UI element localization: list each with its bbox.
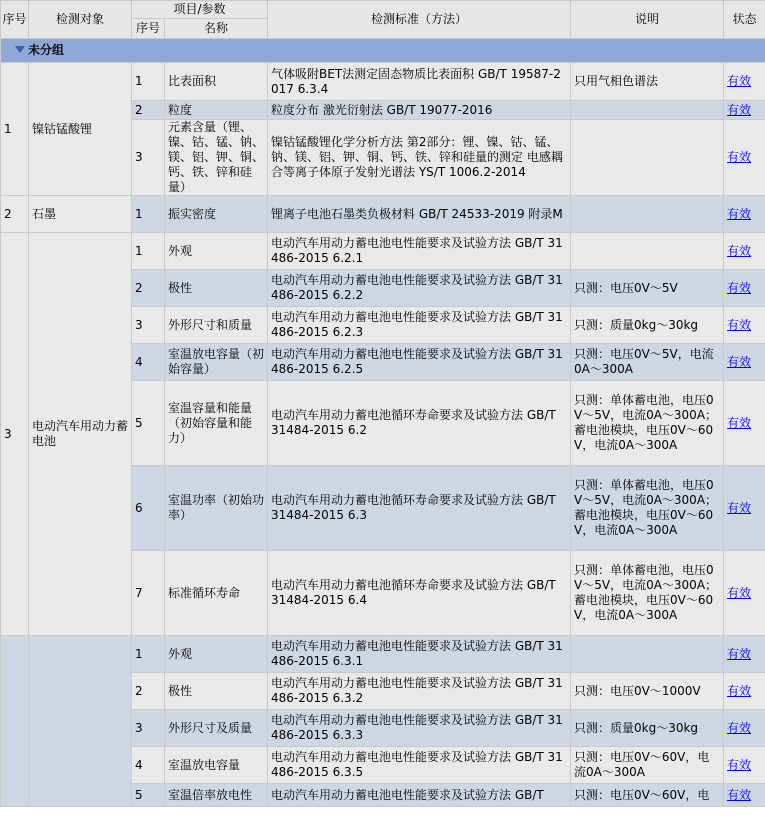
item-status-cell [724, 196, 765, 233]
item-standard: 电动汽车用动力蓄电池电性能要求及试验方法 GB/T 31486-2015 6.2.2 [268, 270, 571, 307]
object-seq: 1 [1, 63, 29, 196]
col-header-status: 状态 [724, 1, 765, 39]
item-seq: 2 [132, 101, 165, 120]
item-seq: 4 [132, 747, 165, 784]
item-status-cell [724, 747, 765, 784]
col-header-item-group: 项目/参数 [132, 1, 268, 19]
item-seq: 3 [132, 710, 165, 747]
status-link[interactable]: 有效 [727, 787, 752, 802]
item-standard: 气体吸附BET法测定固态物质比表面积 GB/T 19587-2017 6.3.4 [268, 63, 571, 101]
status-link[interactable]: 有效 [727, 415, 752, 430]
item-status-cell [724, 710, 765, 747]
object-name: 镍钴锰酸锂 [29, 63, 132, 196]
item-seq: 3 [132, 120, 165, 196]
item-seq: 2 [132, 673, 165, 710]
item-note: 只测：电压0V～60V，电 [571, 784, 724, 807]
item-note [571, 101, 724, 120]
group-row[interactable] [1, 39, 765, 63]
collapse-triangle-icon[interactable] [15, 46, 25, 53]
object-name [29, 636, 132, 807]
item-note [571, 196, 724, 233]
item-status-cell [724, 101, 765, 120]
item-note: 只测：电压0V～5V [571, 270, 724, 307]
object-seq: 2 [1, 196, 29, 233]
item-name: 室温容量和能量（初始容量和能力） [165, 381, 268, 466]
col-header-standard: 检测标准（方法） [268, 1, 571, 39]
item-name: 粒度 [165, 101, 268, 120]
status-link[interactable]: 有效 [727, 500, 752, 515]
item-standard: 锂离子电池石墨类负极材料 GB/T 24533-2019 附录M [268, 196, 571, 233]
item-status-cell [724, 120, 765, 196]
item-status-cell [724, 63, 765, 101]
item-note [571, 636, 724, 673]
item-note [571, 233, 724, 270]
item-name: 室温放电容量 [165, 747, 268, 784]
item-standard: 电动汽车用动力蓄电池循环寿命要求及试验方法 GB/T 31484-2015 6.4 [268, 551, 571, 636]
item-status-cell [724, 233, 765, 270]
item-name: 外形尺寸和质量 [165, 307, 268, 344]
item-status-cell [724, 673, 765, 710]
item-standard: 电动汽车用动力蓄电池循环寿命要求及试验方法 GB/T 31484-2015 6.2 [268, 381, 571, 466]
item-note: 只测：质量0kg～30kg [571, 710, 724, 747]
object-name: 石墨 [29, 196, 132, 233]
item-seq: 7 [132, 551, 165, 636]
item-note: 只用气相色谱法 [571, 63, 724, 101]
status-link[interactable]: 有效 [727, 646, 752, 661]
item-seq: 5 [132, 784, 165, 807]
item-seq: 1 [132, 196, 165, 233]
status-link[interactable]: 有效 [727, 683, 752, 698]
item-standard: 电动汽车用动力蓄电池电性能要求及试验方法 GB/T 31486-2015 6.3.2 [268, 673, 571, 710]
group-label: 未分组 [28, 43, 65, 57]
col-header-object: 检测对象 [29, 1, 132, 39]
status-link[interactable]: 有效 [727, 585, 752, 600]
item-status-cell [724, 636, 765, 673]
status-link[interactable]: 有效 [727, 757, 752, 772]
item-note: 只测：电压0V～5V，电流0A～300A [571, 344, 724, 381]
item-name: 室温放电容量（初始容量） [165, 344, 268, 381]
item-standard: 电动汽车用动力蓄电池电性能要求及试验方法 GB/T 31486-2015 6.3.3 [268, 710, 571, 747]
status-link[interactable]: 有效 [727, 102, 752, 117]
item-status-cell [724, 466, 765, 551]
item-seq: 1 [132, 233, 165, 270]
item-name: 标准循环寿命 [165, 551, 268, 636]
item-standard: 电动汽车用动力蓄电池电性能要求及试验方法 GB/T 31486-2015 6.2.3 [268, 307, 571, 344]
item-name: 元素含量（锂、镍、钴、锰、钠、镁、铝、钾、铜、钙、铁、锌和硅量） [165, 120, 268, 196]
item-note [571, 120, 724, 196]
item-standard: 电动汽车用动力蓄电池电性能要求及试验方法 GB/T [268, 784, 571, 807]
item-standard: 电动汽车用动力蓄电池电性能要求及试验方法 GB/T 31486-2015 6.2.1 [268, 233, 571, 270]
item-standard: 粒度分布 激光衍射法 GB/T 19077-2016 [268, 101, 571, 120]
item-name: 外形尺寸及质量 [165, 710, 268, 747]
status-link[interactable]: 有效 [727, 317, 752, 332]
table-row [1, 636, 765, 673]
item-standard: 电动汽车用动力蓄电池电性能要求及试验方法 GB/T 31486-2015 6.3.1 [268, 636, 571, 673]
col-header-seq: 序号 [1, 1, 29, 39]
item-name: 室温功率（初始功率） [165, 466, 268, 551]
table-row [1, 63, 765, 101]
status-link[interactable]: 有效 [727, 74, 752, 88]
object-seq: 3 [1, 233, 29, 636]
status-link[interactable]: 有效 [727, 243, 752, 258]
item-standard: 电动汽车用动力蓄电池电性能要求及试验方法 GB/T 31486-2015 6.3.5 [268, 747, 571, 784]
item-name: 外观 [165, 636, 268, 673]
item-seq: 6 [132, 466, 165, 551]
item-seq: 5 [132, 381, 165, 466]
status-link[interactable]: 有效 [727, 280, 752, 295]
object-seq [1, 636, 29, 807]
item-seq: 1 [132, 63, 165, 101]
item-name: 比表面积 [165, 63, 268, 101]
item-status-cell [724, 307, 765, 344]
item-note: 只测：质量0kg～30kg [571, 307, 724, 344]
item-name: 室温倍率放电性 [165, 784, 268, 807]
status-link[interactable]: 有效 [727, 150, 752, 164]
table-row [1, 233, 765, 270]
table-row [1, 196, 765, 233]
item-name: 外观 [165, 233, 268, 270]
item-seq: 1 [132, 636, 165, 673]
item-name: 极性 [165, 673, 268, 710]
item-seq: 4 [132, 344, 165, 381]
item-status-cell [724, 551, 765, 636]
col-header-note: 说明 [571, 1, 724, 39]
status-link[interactable]: 有效 [727, 206, 752, 221]
item-note: 只测：单体蓄电池，电压0V～5V，电流0A～300A；蓄电池模块，电压0V～60V，电流0A～300A [571, 551, 724, 636]
item-note: 只测：电压0V～60V，电流0A～300A [571, 747, 724, 784]
item-seq: 2 [132, 270, 165, 307]
item-status-cell [724, 784, 765, 807]
status-link[interactable]: 有效 [727, 354, 752, 369]
item-note: 只测：单体蓄电池，电压0V～5V，电流0A～300A；蓄电池模块，电压0V～60V，电流0A～300A [571, 381, 724, 466]
item-status-cell [724, 344, 765, 381]
col-header-item-seq: 序号 [132, 19, 165, 39]
item-status-cell [724, 270, 765, 307]
item-note: 只测：单体蓄电池，电压0V～5V，电流0A～300A；蓄电池模块，电压0V～60V，电流0A～300A [571, 466, 724, 551]
item-standard: 电动汽车用动力蓄电池电性能要求及试验方法 GB/T 31486-2015 6.2.5 [268, 344, 571, 381]
item-note: 只测：电压0V～1000V [571, 673, 724, 710]
item-status-cell [724, 381, 765, 466]
object-name: 电动汽车用动力蓄电池 [29, 233, 132, 636]
item-seq: 3 [132, 307, 165, 344]
col-header-item-name: 名称 [165, 19, 268, 39]
item-standard: 电动汽车用动力蓄电池循环寿命要求及试验方法 GB/T 31484-2015 6.3 [268, 466, 571, 551]
item-standard: 镍钴锰酸锂化学分析方法 第2部分：锂、镍、钴、锰、钠、镁、铝、钾、铜、钙、铁、锌和硅量的测定 电感耦合等离子体原子发射光谱法 YS/T 1006.2-2014 [268, 120, 571, 196]
status-link[interactable]: 有效 [727, 720, 752, 735]
item-name: 振实密度 [165, 196, 268, 233]
item-name: 极性 [165, 270, 268, 307]
